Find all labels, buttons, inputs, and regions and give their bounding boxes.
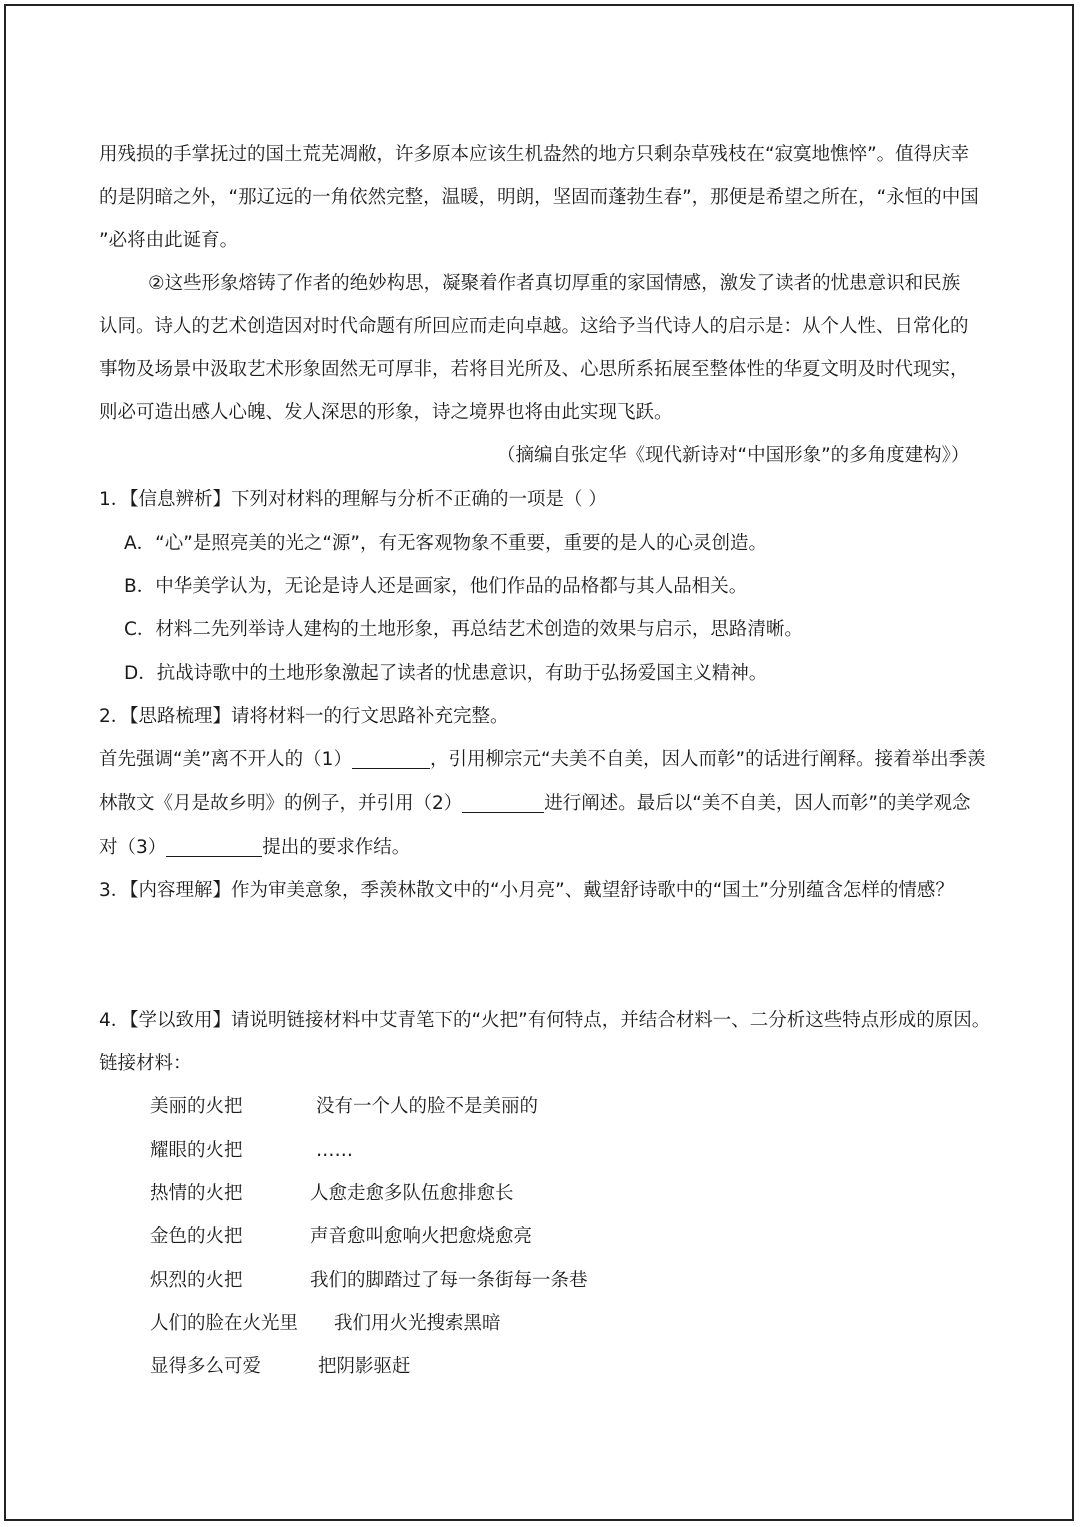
paragraph-line: 的是阴暗之外，“那辽远的一角依然完整，温暖，明朗，坚固而蓬勃生春”，那便是希望之所在，“永恒的中国 <box>99 187 979 208</box>
poem-line-right: 我们用火光搜索黑暗 <box>334 1313 501 1334</box>
answer-blank-1[interactable] <box>352 748 430 769</box>
question-2-text: ，引用柳宗元“夫美不自美，因人而彰”的话进行阐释。接着举出季羡 <box>429 749 986 770</box>
question-2-stem: 2．【思路梳理】请将材料一的行文思路补充完整。 <box>99 706 509 727</box>
poem-line-right: 人愈走愈多队伍愈排愈长 <box>310 1183 514 1204</box>
question-2-text: 首先强调“美”离不开人的（1） <box>99 749 352 770</box>
poem-line-left: 人们的脸在火光里 <box>150 1313 299 1334</box>
question-1-option-d: D．抗战诗歌中的土地形象激起了读者的忧患意识，有助于弘扬爱国主义精神。 <box>124 663 768 684</box>
question-3-stem: 3．【内容理解】作为审美意象，季羡林散文中的“小月亮”、戴望舒诗歌中的“国土”分别蕴含怎样的情感？ <box>99 880 954 901</box>
poem-line-right: …… <box>316 1140 353 1161</box>
question-2-text: 提出的要求作结。 <box>262 837 411 858</box>
link-material-label: 链接材料： <box>99 1053 192 1074</box>
poem-line-right: 我们的脚踏过了每一条街每一条巷 <box>310 1270 588 1291</box>
poem-line-left: 炽烈的火把 <box>150 1270 243 1291</box>
poem-line-left: 美丽的火把 <box>150 1096 243 1117</box>
question-1-option-a: A．“心”是照亮美的光之“源”，有无客观物象不重要，重要的是人的心灵创造。 <box>124 533 767 554</box>
question-4-stem: 4．【学以致用】请说明链接材料中艾青笔下的“火把”有何特点，并结合材料一、二分析这些特点形成的原因。 <box>99 1010 991 1031</box>
question-2-text: 对（3） <box>99 837 167 858</box>
question-1-stem: 1．【信息辨析】下列对材料的理解与分析不正确的一项是（ ） <box>99 489 607 510</box>
poem-line-left: 热情的火把 <box>150 1183 243 1204</box>
poem-line-right: 没有一个人的脸不是美丽的 <box>316 1096 539 1117</box>
question-2-text: 林散文《月是故乡明》的例子，并引用（2） <box>99 793 463 814</box>
question-2-line-1 <box>99 747 986 773</box>
paragraph-line: 用残损的手掌抚过的国土荒芜凋敝，许多原本应该生机盎然的地方只剩杂草残枝在“寂寞地憔悴”。值得庆幸 <box>99 144 970 165</box>
question-2-line-3 <box>99 835 410 861</box>
paragraph-line: ②这些形象熔铸了作者的绝妙构思，凝聚着作者真切厚重的家国情感，激发了读者的忧患意识和民族 <box>148 273 961 294</box>
poem-line-right: 声音愈叫愈响火把愈烧愈亮 <box>310 1226 533 1247</box>
paragraph-line: 则必可造出感人心魄、发人深思的形象，诗之境界也将由此实现飞跃。 <box>99 402 673 423</box>
poem-line-left: 金色的火把 <box>150 1226 243 1247</box>
answer-blank-3[interactable] <box>166 836 262 857</box>
poem-line-right: 把阴影驱赶 <box>318 1356 411 1377</box>
paragraph-line: 事物及场景中汲取艺术形象固然无可厚非，若将目光所及、心思所系拓展至整体性的华夏文明及时代现实， <box>99 359 969 380</box>
source-citation: （摘编自张定华《现代新诗对“中国形象”的多角度建构》） <box>497 445 970 466</box>
poem-line-left: 耀眼的火把 <box>150 1140 243 1161</box>
question-1-option-b: B．中华美学认为，无论是诗人还是画家，他们作品的品格都与其人品相关。 <box>124 576 748 597</box>
question-2-line-2 <box>99 791 970 817</box>
paragraph-line: 认同。诗人的艺术创造因对时代命题有所回应而走向卓越。这给予当代诗人的启示是：从个人性、日常化的 <box>99 316 969 337</box>
paragraph-line: ”必将由此诞育。 <box>99 230 239 251</box>
poem-line-left: 显得多么可爱 <box>150 1356 262 1377</box>
question-2-text: 进行阐述。最后以“美不自美，因人而彰”的美学观念 <box>544 793 971 814</box>
answer-blank-2[interactable] <box>462 792 544 813</box>
question-1-option-c: C．材料二先列举诗人建构的土地形象，再总结艺术创造的效果与启示，思路清晰。 <box>124 619 803 640</box>
